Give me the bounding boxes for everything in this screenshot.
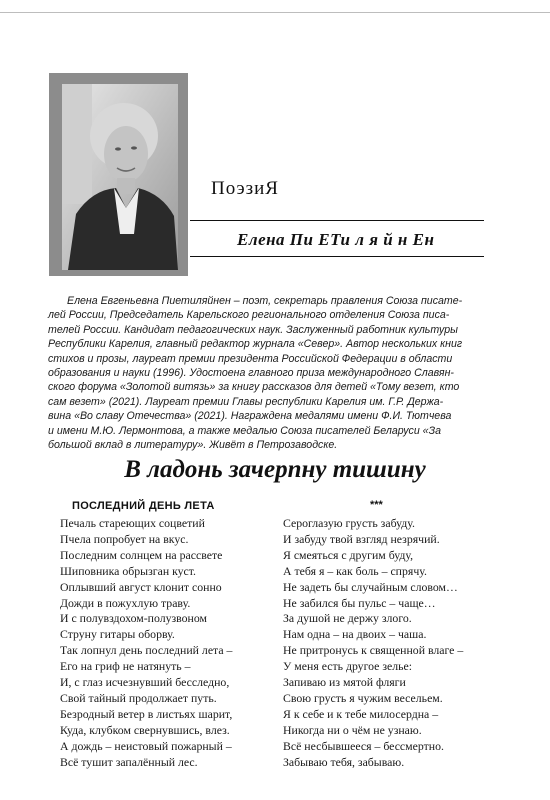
bio-line: большой вклад в литературу». Живёт в Петрозаводске. — [48, 439, 338, 452]
bio-line: и имени М.Ю. Лермонтова, а также медалью Союза писателей Беларуси «За — [48, 424, 441, 437]
bio-line: образования и науки (1996). Удостоена главного приза международного Славян- — [48, 367, 454, 380]
poem-line: А тебя я – как боль – спрячу. — [283, 563, 427, 578]
poem-line: Запиваю из мятой фляги — [283, 675, 406, 690]
poem-line: Сероглазую грусть забуду. — [283, 516, 415, 530]
bio-line: Елена Евгеньевна Пиетиляйнен – поэт, секретарь правления Союза писате- — [67, 295, 463, 307]
poem-line: Шиповника обрызган куст. — [60, 563, 196, 578]
bio-line: Республики Карелия, главный редактор журнала «Север». Автор нескольких книг — [48, 338, 463, 351]
poem-line: Печаль стареющих соцветий — [60, 516, 205, 530]
poem-line: Безродный ветер в листьях шарит, — [60, 706, 233, 721]
bio-line: стихов и прозы, лауреат премии президента Российской Федерации в области — [48, 352, 453, 365]
poem-title-left: ПОСЛЕДНИЙ ДЕНЬ ЛЕТА — [72, 500, 215, 512]
poem-line: Всё тушит запалённый лес. — [60, 754, 198, 769]
poem-line: Оплывший август клонит сонно — [60, 579, 222, 594]
poem-line: Всё несбывшееся – бессмертно. — [283, 738, 444, 753]
poem-line: Я смеяться с другим буду, — [283, 547, 414, 562]
poem-line: За душой не держу злого. — [283, 611, 412, 626]
poem-line: Струну гитары оборву. — [60, 627, 175, 642]
poem-line: Куда, клубком свернувшись, влез. — [60, 722, 230, 737]
poem-line: Свой тайный продолжает путь. — [60, 690, 217, 705]
poem-line: Не задеть бы случайным словом… — [283, 579, 458, 594]
poem-line: Пчела попробует на вкус. — [60, 531, 189, 546]
bio-line: вина «Во славу Отечества» (2021). Награждена медалями имени Ф.И. Тютчева — [48, 410, 452, 423]
top-rule — [0, 12, 550, 13]
poem-line: Его на гриф не натянуть – — [60, 659, 191, 674]
bio-line: телей России. Кандидат педагогических наук. Заслуженный работник культуры — [48, 323, 458, 336]
poem-line: И, с глаз исчезнувший бесследно, — [60, 675, 230, 690]
title-rule-top — [190, 220, 484, 221]
poem-title-right: *** — [370, 499, 383, 511]
headline: В ладонь зачерпну тишину — [124, 456, 426, 483]
bio-line: сам везет» (2021). Лауреат премии Главы республики Карелия им. Г.Р. Держа- — [48, 395, 444, 408]
poem-line: И с полувздохом-полузвоном — [60, 611, 207, 626]
poem-line: И забуду твой взгляд незрячий. — [283, 531, 440, 546]
poem-right — [283, 516, 463, 771]
bio-line: ского форума «Золотой витязь» за книгу рассказов для детей «Тому везет, кто — [48, 381, 460, 394]
poem-line: У меня есть другое зелье: — [283, 659, 413, 674]
title-rule-bottom — [190, 256, 484, 257]
poem-line: Никогда ни о чём не узнаю. — [283, 722, 422, 737]
poem-line: А дождь – неистовый пожарный – — [60, 738, 232, 753]
author-name: Елена Пи ЕТи л я й н Ен — [237, 230, 435, 249]
poem-line: Не притронусь к священной влаге – — [283, 643, 464, 658]
poem-line: Нам одна – на двоих – чаша. — [283, 627, 427, 642]
poem-left — [60, 516, 232, 771]
poem-line: Забываю тебя, забываю. — [283, 754, 405, 769]
poem-line: Последним солнцем на рассвете — [60, 547, 223, 562]
bio-line: лей России, Председатель Карельского регионального отделения Союза писа- — [48, 309, 450, 322]
author-photo — [62, 84, 178, 270]
poem-line: Я к себе и к тебе милосердна – — [283, 706, 439, 721]
poem-line: Дожди в пожухлую траву. — [60, 595, 191, 610]
poem-line: Свою грусть я чужим весельем. — [283, 690, 443, 705]
author-bio — [48, 294, 493, 452]
section-title: ПоэзиЯ — [211, 178, 279, 199]
poem-line: Так лопнул день последний лета – — [60, 643, 233, 658]
poem-line: Не забился бы пульс – чаще… — [283, 595, 436, 610]
